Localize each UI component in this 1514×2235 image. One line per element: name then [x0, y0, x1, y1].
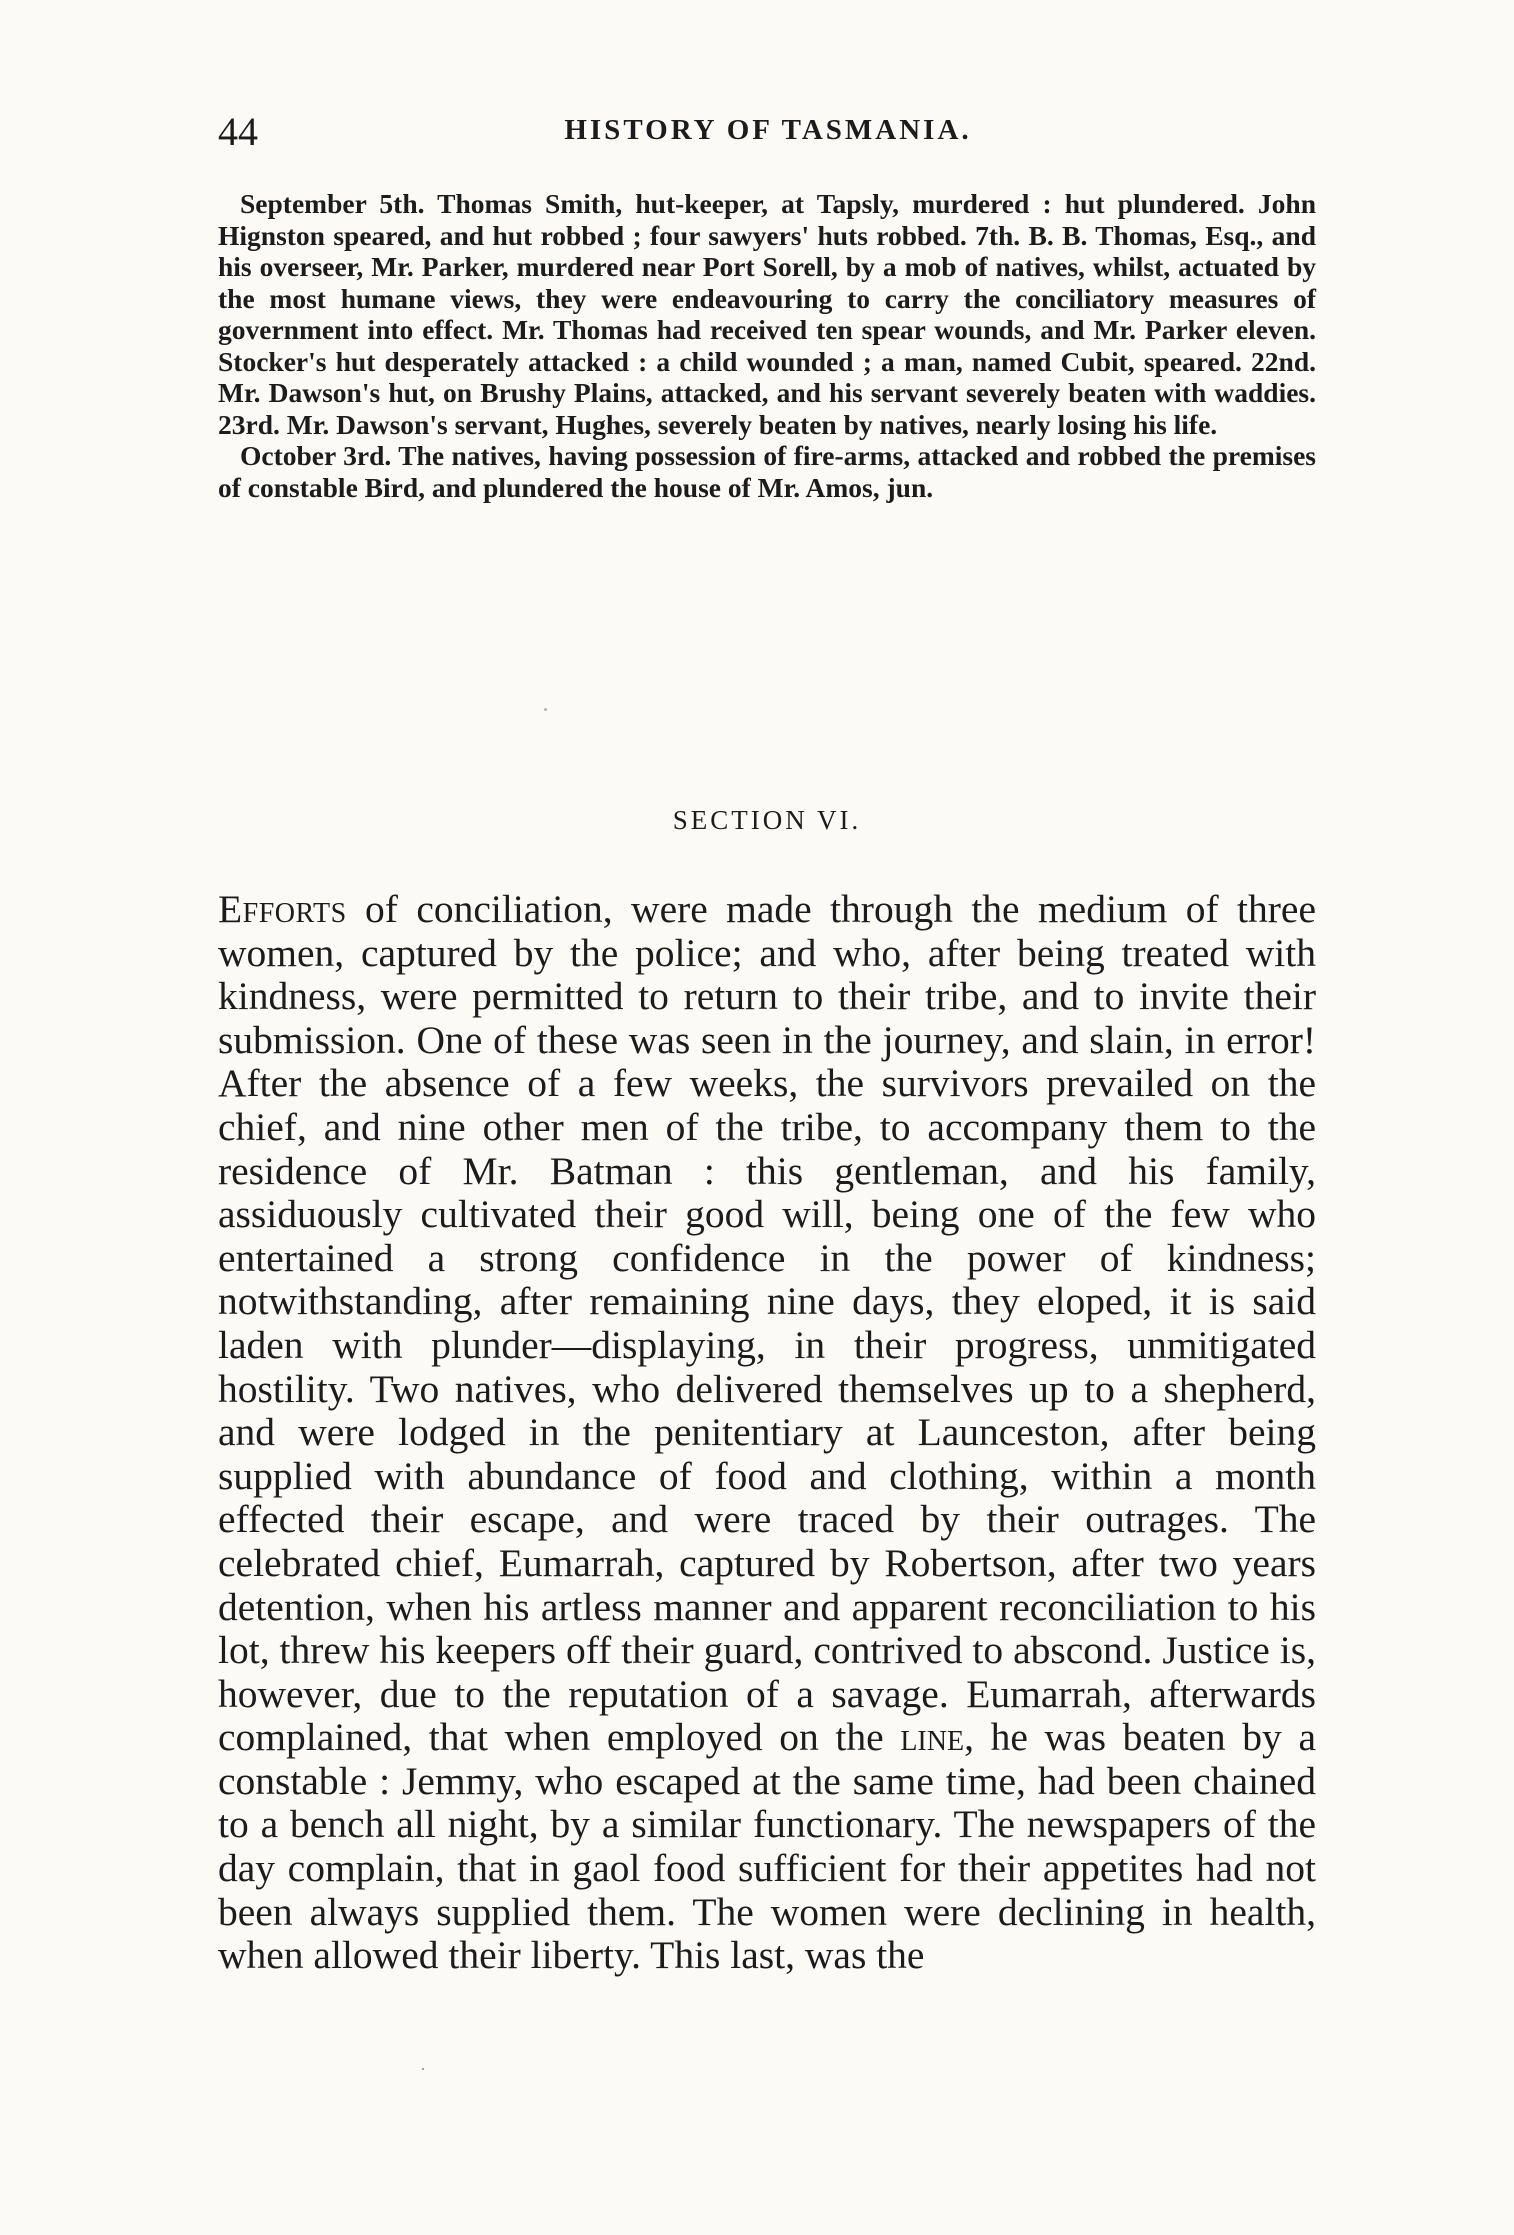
section-body — [218, 888, 1316, 1978]
section-heading: SECTION VI. — [672, 805, 862, 835]
note-september: September 5th. Thomas Smith, hut-keeper, at Tapsly, murdered : hut plundered. John Hignston speared, and hut robbed ; four sawyers' huts robbed. 7th. B. B. Thomas, Esq., and his overseer, Mr. Parker, murdered near Port Sorell, by a mob of natives, whilst, actuated by the most humane views, they were endeavouring to carry the conciliatory measures of government into effect. Mr. Thomas had received ten spear wounds, and Mr. Parker eleven. Stocker's hut desperately attacked : a child wounded ; a man, named Cubit, speared. 22nd. Mr. Dawson's hut, on Brushy Plains, attacked, and his servant severely beaten with waddies. 23rd. Mr. Dawson's servant, Hughes, severely beaten by natives, nearly losing his life. — [218, 188, 1316, 440]
section-divider-dot — [544, 708, 547, 711]
opening-word: Efforts — [218, 887, 347, 931]
line-word: line — [900, 1715, 965, 1760]
running-title: HISTORY OF TASMANIA. — [564, 114, 972, 146]
running-head — [218, 108, 1318, 164]
body-text-part-1: of conciliation, were made through the medium of three women, captured by the police; and who, after being treated with kindness, were permitted to return to their tribe, and to invite their submission. One of these was seen in the journey, and slain, in error! After the absence of a few weeks, the survivors prevailed on the chief, and nine other men of the tribe, to accompany them to the residence of Mr. Batman : this gentleman, and his family, assiduously cultivated their good will, being one of the few who entertained a strong confidence in the power of kindness; notwithstanding, after remaining nine days, they eloped, it is said laden with plunder—displaying, in their progress, unmitigated hostility. Two natives, who delivered themselves up to a shepherd, and were lodged in the penitentiary at Launceston, after being supplied with abundance of food and clothing, within a month effected their escape, and were traced by their outrages. The celebrated chief, Eumarrah, captured by Robertson, after two years detention, when his artless manner and apparent reconciliation to his lot, threw his keepers off their guard, contrived to abscond. Justice is, however, due to the reputation of a savage. Eumarrah, afterwards complained, that when employed on the — [218, 887, 1316, 1760]
note-october: October 3rd. The natives, having possession of fire-arms, attacked and robbed the premises of constable Bird, and plundered the house of Mr. Amos, jun. — [218, 440, 1316, 503]
chronology-notes — [218, 188, 1316, 503]
page-speck — [422, 2068, 424, 2070]
body-text-part-2: , he was beaten by a constable : Jemmy, who escaped at the same time, had been chained to a bench all night, by a similar functionary. The newspapers of the day complain, that in gaol food sufficient for their appetites had not been always supplied them. The women were declining in health, when allowed their liberty. This last, was the — [218, 1715, 1316, 1978]
page-number: 44 — [218, 109, 258, 154]
body-paragraph — [218, 888, 1316, 1978]
